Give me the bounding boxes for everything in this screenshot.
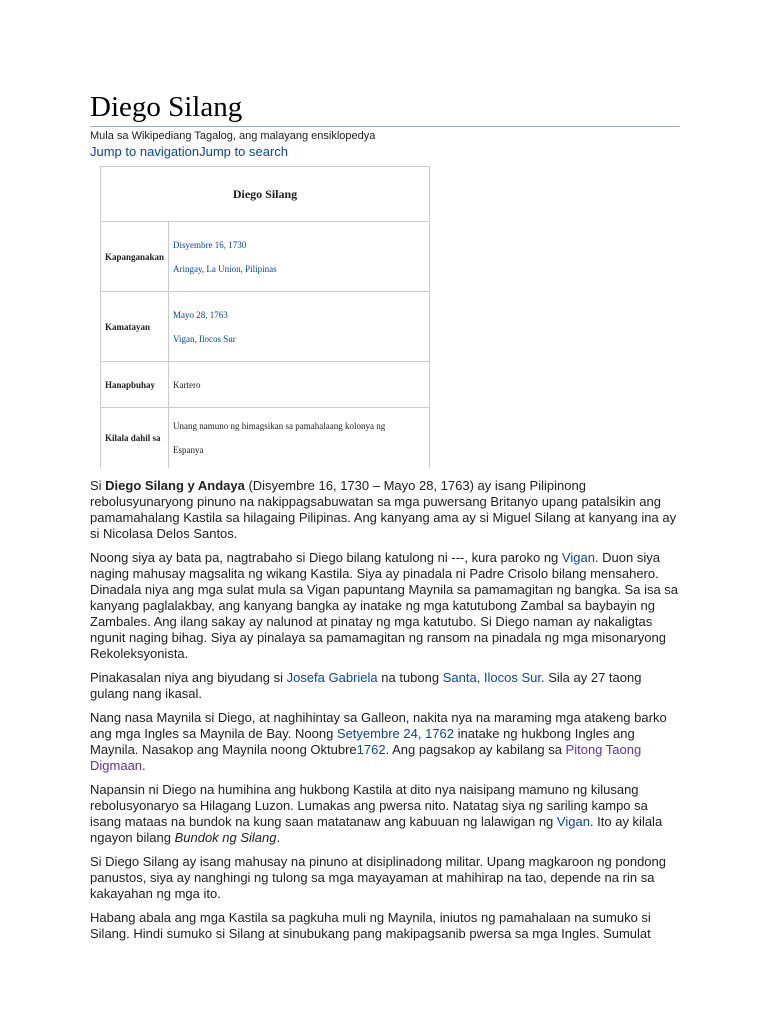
site-tagline: Mula sa Wikipediang Tagalog, ang malayang ensiklopedya [90, 130, 376, 142]
paragraph-7: Habang abala ang mga Kastila sa pagkuha muli ng Maynila, iniutos ng pamahalaan na sumuko si Silang. Hindi sumuko si Silang at sinubukang pang makipagsanib pwersa sa mga Ingles. Sumulat [90, 909, 651, 941]
birth-place-link[interactable]: Aringay, La Union, Pilipinas [173, 263, 277, 274]
paragraph-1: Si Diego Silang y Andaya (Disyembre 16, 1730 – Mayo 28, 1763) ay isang Pilipinong rebolusyunaryong pinuno na nakippagsabuwatan sa mga puwersang Britanyo upang patalsikin ang pamamahalang Kastila sa hilagaing Pilipinas. Ang kanyang ama ay si Miguel Silang at kanyang ina ay si Nicolasa Delos Santos. [90, 477, 677, 541]
paragraph-6: Si Diego Silang ay isang mahusay na pinuno at disiplinadong militar. Upang magkaroon ng pondong panustos, siya ay nanghingi ng tulong sa mga mayayaman at mahihirap na tao, depende na rin sa kakayahan ng mga ito. [90, 853, 666, 901]
death-date-link[interactable]: Mayo 28, 1763 [173, 309, 228, 320]
known-for-value-line1: Unang namuno ng himagsikan sa pamahalaang kolonya ng [173, 420, 386, 431]
infobox-label-occupation: Hanapbuhay [101, 362, 169, 408]
known-for-value-line2: Espanya [173, 444, 204, 455]
vigan-link-2[interactable]: Vigan [556, 813, 590, 829]
infobox-label-death: Kamatayan [101, 292, 169, 362]
infobox-label-birth: Kapanganakan [101, 222, 169, 292]
paragraph-3: Pinakasalan niya ang biyudang si Josefa Gabriela na tubong Santa, Ilocos Sur. Sila ay 27 taong gulang nang ikasal. [90, 669, 642, 701]
paragraph-4: Nang nasa Maynila si Diego, at naghihintay sa Galleon, nakita nya na maraming mga atakeng barko ang mga Ingles sa Maynila de Bay. Noong Setyembre 24, 1762 inatake ng hukbong Ingles ang Maynila. Nasakop ang Maynila noong Oktubre1762. Ang pagsakop ay kabilang sa Pitong Taong Digmaan. [90, 709, 667, 773]
bundok-ng-silang: Bundok ng Silang [174, 829, 277, 845]
birth-date-link[interactable]: Disyembre 16, 1730 [173, 239, 247, 250]
jump-to-search-link[interactable]: Jump to search [199, 144, 288, 159]
pitong-taong-digmaan-link[interactable]: Pitong Taong Digmaan [90, 741, 642, 773]
jump-links [90, 144, 680, 160]
paragraph-5: Napansin ni Diego na humihina ang hukbong Kastila at dito nya naisipang mamuno ng kilusang rebolusyonaryo sa Hilagang Luzon. Lumakas ang pwersa nito. Natatag siya ng sariling kampo sa isang mataas na bundok na kung saan matatanaw ang kabuuan ng lalawigan ng Vigan. Ito ay kilala ngayon bilang Bundok ng Silang. [90, 781, 663, 845]
jump-to-navigation-link[interactable]: Jump to navigation [90, 144, 200, 159]
year-1762-link-2[interactable]: 1762 [356, 741, 386, 757]
page-title: Diego Silang [90, 88, 680, 127]
infobox-label-known-for: Kilala dahil sa [101, 408, 169, 468]
infobox [100, 166, 430, 468]
vigan-link[interactable]: Vigan [561, 549, 595, 565]
bold-name: Diego Silang y Andaya [105, 477, 245, 493]
article-body [90, 478, 680, 942]
josefa-gabriela-link[interactable]: Josefa Gabriela [286, 669, 378, 685]
article [90, 88, 680, 950]
santa-ilocos-sur-link[interactable]: Santa, Ilocos Sur [442, 669, 541, 685]
paragraph-2: Noong siya ay bata pa, nagtrabaho si Diego bilang katulong ni ---, kura paroko ng Vigan. Duon siya naging mahusay magsalita ng wikang Kastila. Siya ay pinadala ni Padre Crisolo bilang mensahero. Dinadala niya ang mga sulat mula sa Vigan papuntang Maynila sa pamamagitan ng bangka. Sa isa sa kanyang paglalakbay, ang kanyang bangka ay inatake ng mga katutubong Zambal sa baybayin ng Zambales. Ang ilang sakay ay nalunod at pinatay ng mga katutubo. Si Diego naman ay nakaligtas ngunit naging bihag. Siya ay pinalaya sa pamamagitan ng ransom na pinadala ng mga misonaryong Rekoleksyonista. [90, 549, 679, 661]
infobox-title: Diego Silang [101, 167, 430, 222]
death-place-link[interactable]: Vigan, Ilocos Sur [173, 333, 236, 344]
year-1762-link[interactable]: 1762 [425, 725, 454, 741]
setyembre-24-link[interactable]: Setyembre 24 [336, 725, 418, 741]
occupation-value: Kartero [173, 379, 201, 390]
